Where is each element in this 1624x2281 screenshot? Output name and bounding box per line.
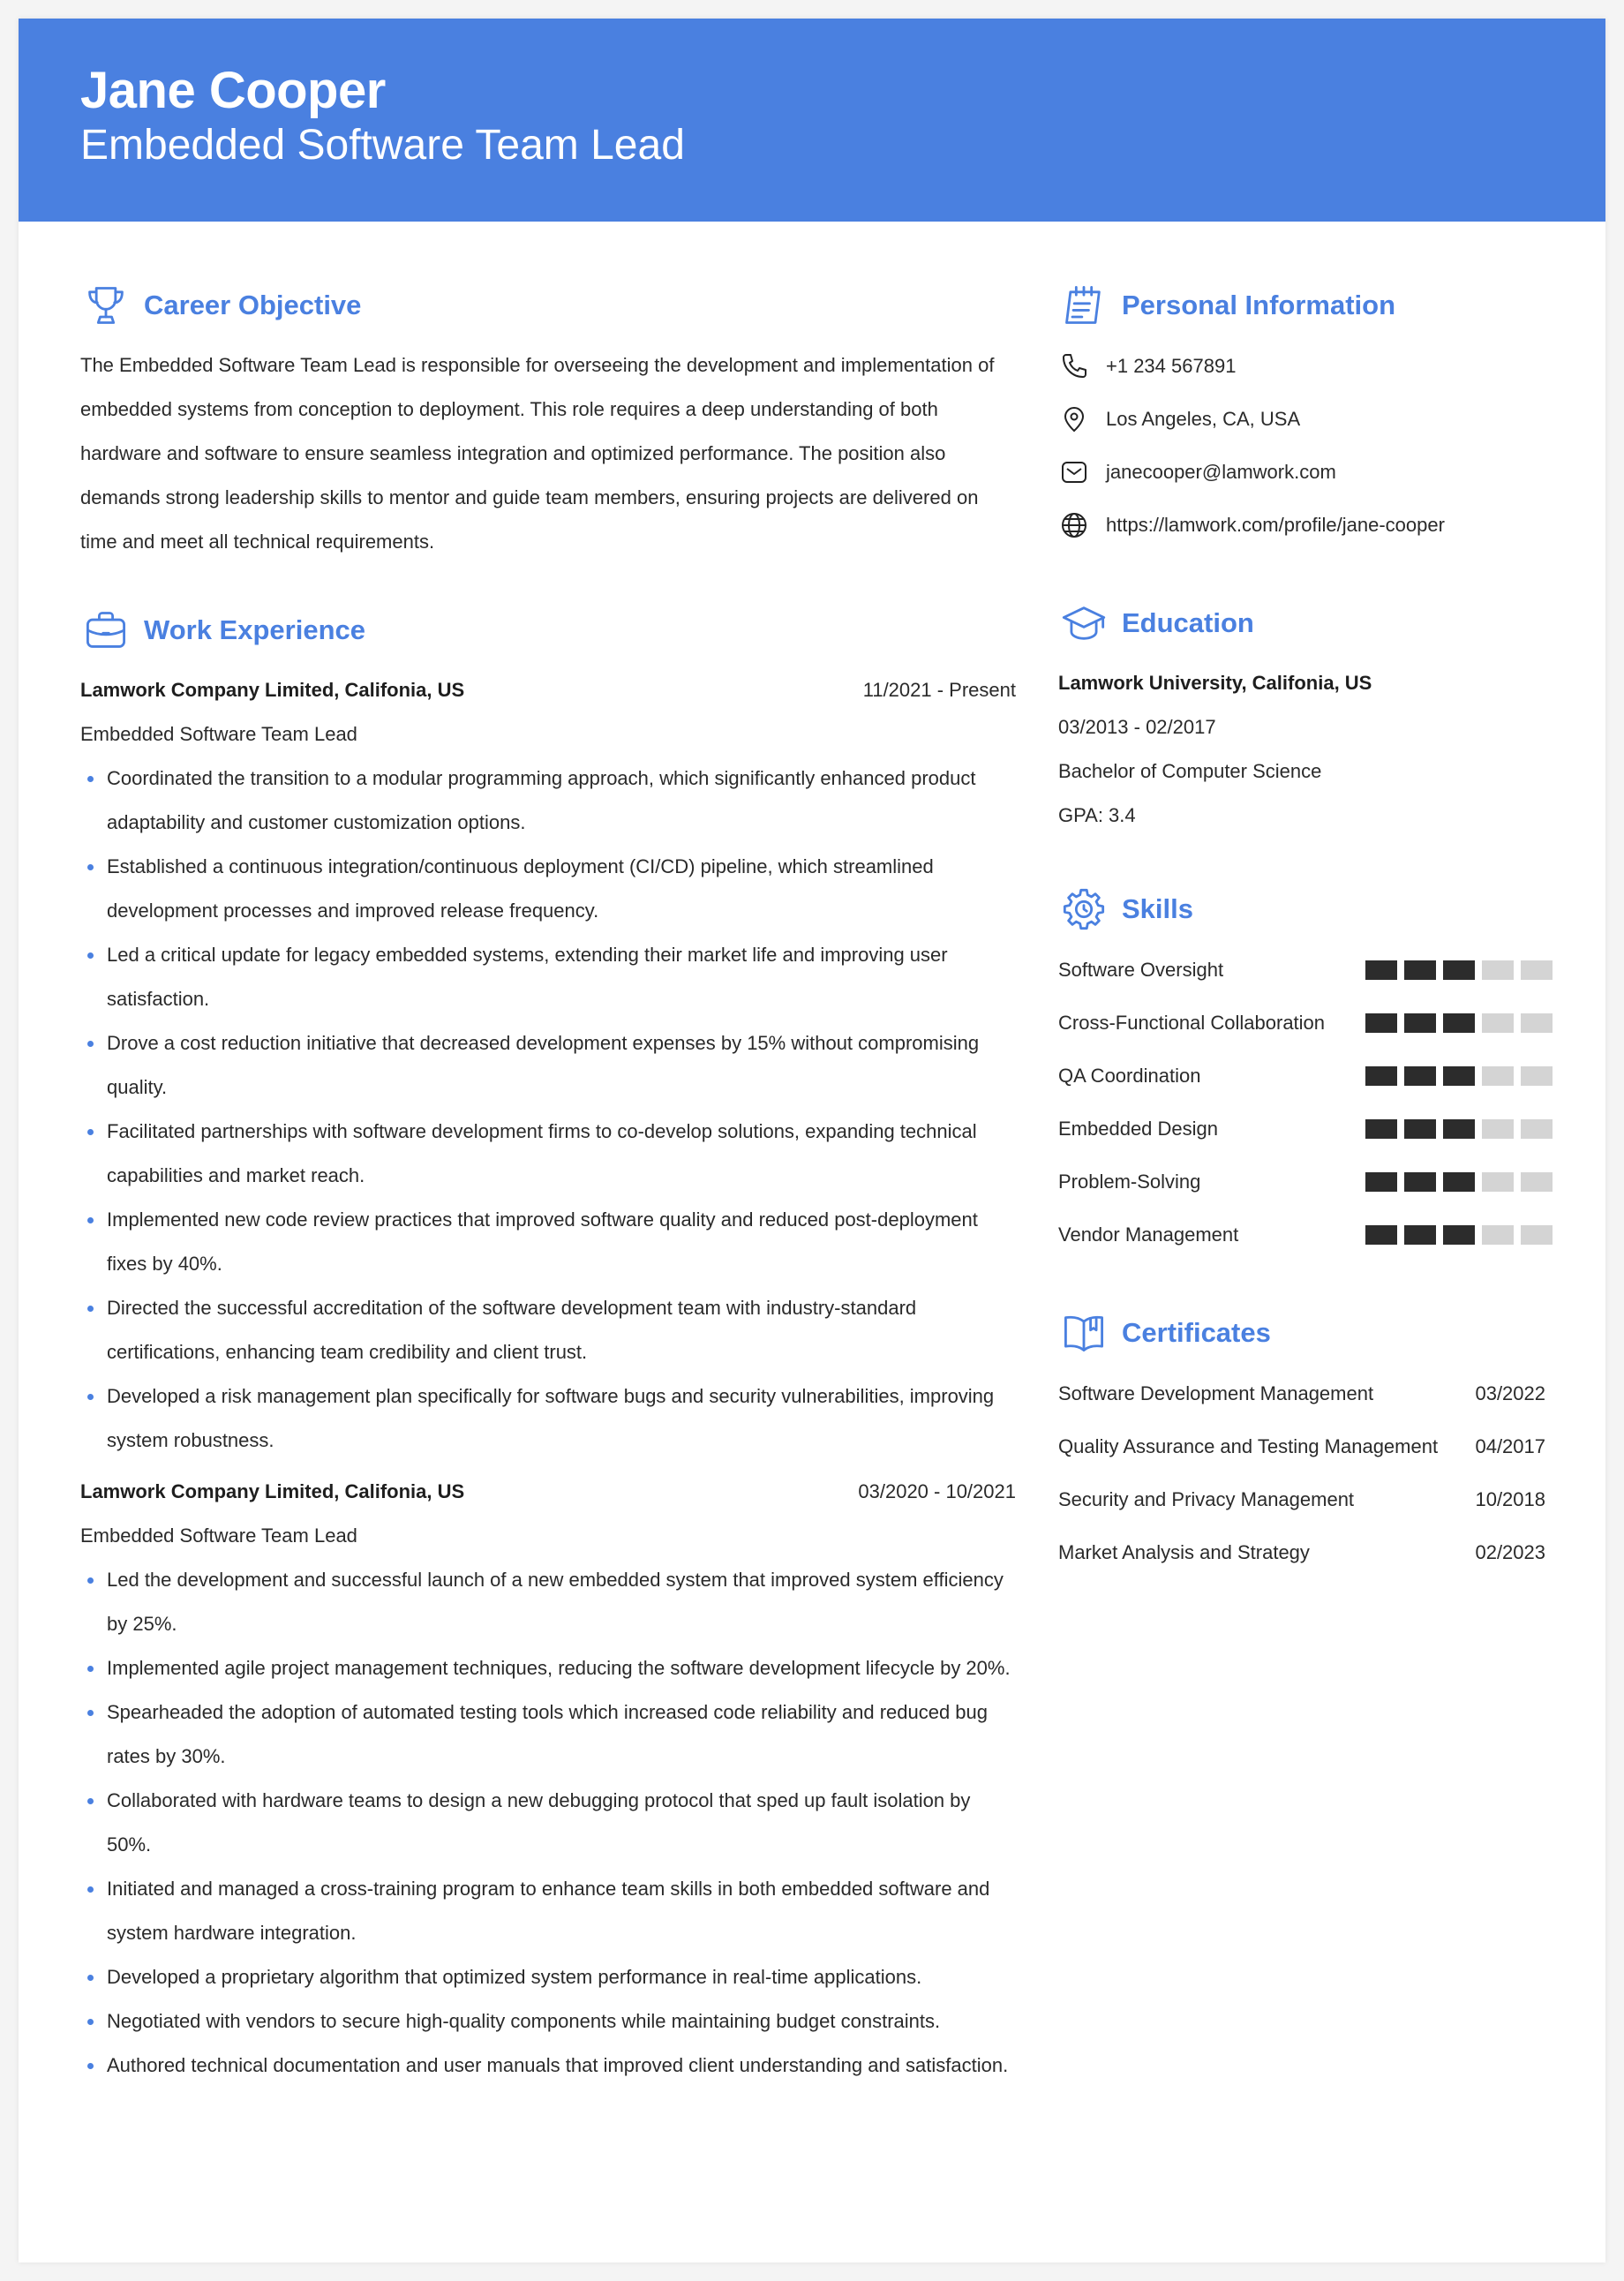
skill-level bbox=[1365, 1172, 1553, 1192]
left-column bbox=[80, 275, 1016, 2088]
location-row bbox=[1058, 393, 1561, 446]
skill-bar-empty bbox=[1482, 1013, 1514, 1033]
job-bullet: Facilitated partnerships with software development firms to co-develop solutions, expanding technical capabilities and market reach. bbox=[80, 1110, 1016, 1198]
education-gpa: GPA: 3.4 bbox=[1058, 804, 1136, 826]
skills-list bbox=[1058, 944, 1561, 1261]
job-bullet: Collaborated with hardware teams to design a new debugging protocol that sped up fault isolation by 50%. bbox=[80, 1779, 1016, 1867]
candidate-title: Embedded Software Team Lead bbox=[80, 122, 685, 169]
skill-bar-empty bbox=[1482, 1172, 1514, 1192]
location-pin-icon bbox=[1058, 403, 1090, 435]
job-company: Lamwork Company Limited, Califonia, US bbox=[80, 679, 465, 701]
certificate-date: 04/2017 bbox=[1475, 1435, 1545, 1457]
phone-icon bbox=[1058, 350, 1090, 382]
career-objective-section bbox=[80, 275, 1016, 564]
skill-bar-empty bbox=[1521, 1013, 1553, 1033]
skill-bar-filled bbox=[1365, 1172, 1397, 1192]
skill-bar-filled bbox=[1443, 1119, 1475, 1139]
phone-row bbox=[1058, 340, 1561, 393]
job-role: Embedded Software Team Lead bbox=[80, 1524, 357, 1547]
education-school: Lamwork University, Califonia, US bbox=[1058, 672, 1372, 694]
job-role: Embedded Software Team Lead bbox=[80, 723, 357, 745]
email-link[interactable]: janecooper@lamwork.com bbox=[1106, 461, 1336, 483]
job-bullet: Initiated and managed a cross-training program to enhance team skills in both embedded software and system hardware integration. bbox=[80, 1867, 1016, 1955]
skill-name: Cross-Functional Collaboration bbox=[1058, 1012, 1326, 1034]
globe-icon bbox=[1058, 509, 1090, 541]
section-header bbox=[1058, 275, 1561, 336]
skill-level bbox=[1365, 960, 1553, 980]
skill-bar-empty bbox=[1521, 960, 1553, 980]
job-bullet: Led a critical update for legacy embedded systems, extending their market life and improving user satisfaction. bbox=[80, 933, 1016, 1021]
skill-bar-empty bbox=[1482, 1225, 1514, 1245]
trophy-icon bbox=[80, 280, 132, 331]
skill-bar-filled bbox=[1365, 1066, 1397, 1086]
briefcase-icon bbox=[80, 605, 132, 656]
job-bullet: Spearheaded the adoption of automated testing tools which increased code reliability and reduced bug rates by 30%. bbox=[80, 1690, 1016, 1779]
book-icon bbox=[1058, 1307, 1109, 1359]
skill-bar-filled bbox=[1404, 1172, 1436, 1192]
job-bullet: Established a continuous integration/continuous deployment (CI/CD) pipeline, which streamlined development processes and improved release frequency. bbox=[80, 845, 1016, 933]
jobs-list bbox=[80, 668, 1016, 2088]
skill-level bbox=[1365, 1119, 1553, 1139]
job-bullet: Authored technical documentation and user manuals that improved client understanding and satisfaction. bbox=[80, 2044, 1016, 2088]
resume-header bbox=[19, 19, 1605, 222]
certificate-date: 02/2023 bbox=[1475, 1541, 1545, 1563]
education-section bbox=[1058, 592, 1561, 838]
skill-bar-filled bbox=[1404, 1066, 1436, 1086]
skill-bar-filled bbox=[1365, 960, 1397, 980]
skill-level bbox=[1365, 1225, 1553, 1245]
skill-bar-empty bbox=[1521, 1225, 1553, 1245]
id-card-icon bbox=[1058, 280, 1109, 331]
section-title: Career Objective bbox=[144, 290, 362, 320]
skill-bar-empty bbox=[1521, 1066, 1553, 1086]
candidate-name: Jane Cooper bbox=[80, 62, 386, 119]
job-bullet: Directed the successful accreditation of the software development team with industry-standard certifications, enhancing team credibility and client trust. bbox=[80, 1286, 1016, 1374]
job-bullet: Coordinated the transition to a modular programming approach, which significantly enhanced product adaptability and customer customization options. bbox=[80, 757, 1016, 845]
skill-bar-empty bbox=[1521, 1172, 1553, 1192]
section-title: Education bbox=[1122, 607, 1254, 638]
job-bullet: Led the development and successful launch of a new embedded system that improved system efficiency by 25%. bbox=[80, 1558, 1016, 1646]
skill-bar-empty bbox=[1482, 1119, 1514, 1139]
job-bullet: Drove a cost reduction initiative that decreased development expenses by 15% without compromising quality. bbox=[80, 1021, 1016, 1110]
job-company: Lamwork Company Limited, Califonia, US bbox=[80, 1480, 465, 1502]
gear-icon bbox=[1058, 884, 1109, 935]
skill-row bbox=[1058, 997, 1553, 1050]
skill-bar-empty bbox=[1521, 1119, 1553, 1139]
skill-bar-filled bbox=[1404, 1119, 1436, 1139]
email-row bbox=[1058, 446, 1561, 499]
section-title: Skills bbox=[1122, 893, 1193, 924]
skill-name: Software Oversight bbox=[1058, 959, 1224, 981]
job-bullets bbox=[80, 1558, 1016, 2088]
job-bullet: Implemented agile project management techniques, reducing the software development lifecycle by 20%. bbox=[80, 1646, 1016, 1690]
section-title: Personal Information bbox=[1122, 290, 1396, 320]
resume-page bbox=[19, 19, 1605, 2262]
skill-row bbox=[1058, 1050, 1553, 1103]
work-experience-section bbox=[80, 599, 1016, 2088]
skill-row bbox=[1058, 1208, 1553, 1261]
job-entry bbox=[80, 1470, 1016, 2088]
section-header bbox=[80, 275, 1016, 336]
skill-bar-filled bbox=[1365, 1013, 1397, 1033]
mail-icon bbox=[1058, 456, 1090, 488]
skill-bar-filled bbox=[1443, 1066, 1475, 1086]
skill-row bbox=[1058, 944, 1553, 997]
section-header bbox=[1058, 1302, 1561, 1364]
education-dates: 03/2013 - 02/2017 bbox=[1058, 716, 1216, 738]
skills-section bbox=[1058, 878, 1561, 1261]
skill-name: QA Coordination bbox=[1058, 1065, 1201, 1087]
skill-bar-filled bbox=[1443, 1225, 1475, 1245]
job-bullet: Implemented new code review practices that improved software quality and reduced post-deployment fixes by 40%. bbox=[80, 1198, 1016, 1286]
skill-bar-filled bbox=[1365, 1225, 1397, 1245]
skill-name: Problem-Solving bbox=[1058, 1171, 1201, 1193]
certificate-name: Quality Assurance and Testing Management bbox=[1058, 1435, 1439, 1457]
job-bullet: Developed a proprietary algorithm that optimized system performance in real-time applications. bbox=[80, 1955, 1016, 1999]
certificate-row bbox=[1058, 1473, 1545, 1526]
section-header bbox=[1058, 592, 1561, 654]
certificate-date: 03/2022 bbox=[1475, 1382, 1545, 1404]
job-dates: 03/2020 - 10/2021 bbox=[858, 1480, 1016, 1502]
job-entry bbox=[80, 668, 1016, 1463]
skill-row bbox=[1058, 1103, 1553, 1156]
personal-information-section bbox=[1058, 275, 1561, 552]
graduation-cap-icon bbox=[1058, 598, 1109, 649]
skill-bar-empty bbox=[1482, 960, 1514, 980]
section-title: Work Experience bbox=[144, 614, 365, 645]
location-value: Los Angeles, CA, USA bbox=[1106, 408, 1301, 430]
certificate-name: Security and Privacy Management bbox=[1058, 1488, 1355, 1510]
job-bullet: Developed a risk management plan specifically for software bugs and security vulnerabilities, improving system robustness. bbox=[80, 1374, 1016, 1463]
certificate-row bbox=[1058, 1367, 1545, 1420]
certificate-row bbox=[1058, 1420, 1545, 1473]
certificates-section bbox=[1058, 1302, 1561, 1579]
skill-bar-empty bbox=[1482, 1066, 1514, 1086]
objective-text: The Embedded Software Team Lead is responsible for overseeing the development and implementation of embedded systems from conception to deployment. This role requires a deep understanding of both hardware and software to ensure seamless integration and optimized performance. The position also demands strong leadership skills to mentor and guide team members, ensuring projects are delivered on time and meet all technical requirements. bbox=[80, 354, 995, 553]
education-degree: Bachelor of Computer Science bbox=[1058, 760, 1322, 782]
section-title: Certificates bbox=[1122, 1317, 1271, 1348]
skill-level bbox=[1365, 1013, 1553, 1033]
certificate-name: Market Analysis and Strategy bbox=[1058, 1541, 1310, 1563]
skill-name: Vendor Management bbox=[1058, 1223, 1239, 1246]
skill-bar-filled bbox=[1404, 1013, 1436, 1033]
certificate-row bbox=[1058, 1526, 1545, 1579]
job-dates: 11/2021 - Present bbox=[862, 679, 1016, 701]
skill-name: Embedded Design bbox=[1058, 1118, 1219, 1140]
job-bullet: Negotiated with vendors to secure high-quality components while maintaining budget constraints. bbox=[80, 1999, 1016, 2044]
skill-bar-filled bbox=[1404, 1225, 1436, 1245]
skill-bar-filled bbox=[1404, 960, 1436, 980]
certificate-name: Software Development Management bbox=[1058, 1382, 1374, 1404]
skill-bar-filled bbox=[1443, 1172, 1475, 1192]
section-header bbox=[80, 599, 1016, 661]
certificate-date: 10/2018 bbox=[1475, 1488, 1545, 1510]
right-column bbox=[1058, 275, 1561, 1579]
skill-bar-filled bbox=[1365, 1119, 1397, 1139]
phone-value: +1 234 567891 bbox=[1106, 355, 1237, 377]
skill-bar-filled bbox=[1443, 1013, 1475, 1033]
website-row bbox=[1058, 499, 1561, 552]
skill-level bbox=[1365, 1066, 1553, 1086]
job-bullets bbox=[80, 757, 1016, 1463]
website-link[interactable]: https://lamwork.com/profile/jane-cooper bbox=[1106, 514, 1445, 536]
skill-bar-filled bbox=[1443, 960, 1475, 980]
skill-row bbox=[1058, 1156, 1553, 1208]
section-header bbox=[1058, 878, 1561, 940]
